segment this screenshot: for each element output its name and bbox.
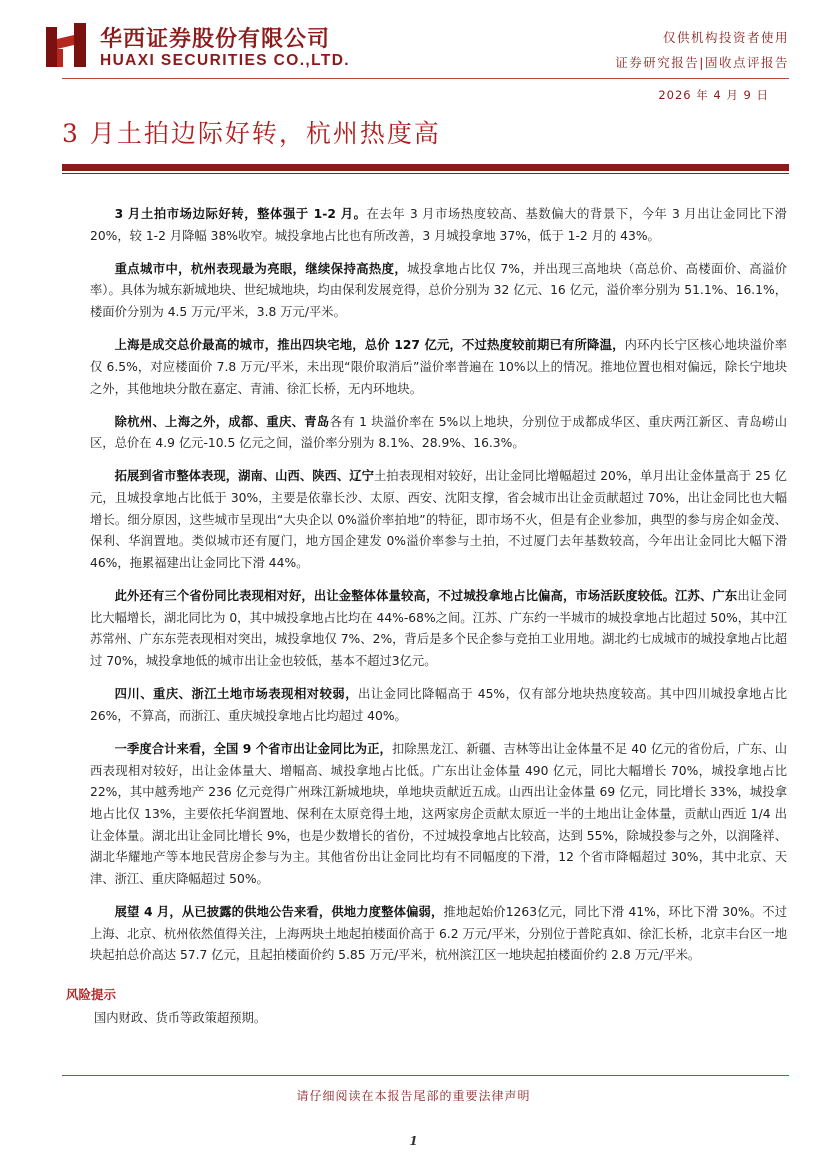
title-underline-bar (62, 164, 789, 171)
paragraph (90, 204, 787, 247)
paragraph-lead: 重点城市中，杭州表现最为亮眼，继续保持高热度， (114, 261, 408, 276)
paragraph-lead: 除杭州、上海之外，成都、重庆、青岛 (114, 414, 330, 429)
report-type-tag: 证券研究报告|固收点评报告 (615, 55, 789, 70)
paragraph-text: 在去年 3 月市场热度较高、基数偏大的背景下，今年 3 月出让金同比下滑 20%，较 1-2 月降幅 38%收窄。城投拿地占比也有所改善，3 月城投拿地 37%，低于 1-2 月的 43%。 (90, 207, 787, 243)
paragraph-text: 城投拿地占比仅 7%，并出现三高地块（高总价、高楼面价、高溢价率）。具体为城东新城地块、世纪城地块，均由保利发展竞得，总价分别为 32 亿元、16 亿元，溢价率分别为 51.1%、16.1%，楼面价分别为 4.5 万元/平米，3.8 万元/平米。 (90, 261, 787, 320)
paragraph (90, 259, 787, 324)
report-date: 2026 年 4 月 9 日 (658, 88, 769, 102)
paragraph-lead: 一季度合计来看，全国 9 个省市出让金同比为正， (114, 741, 392, 756)
title-underline-thin (62, 173, 789, 174)
page-number: 1 (409, 1134, 418, 1148)
paragraph-text: 出让金同比降幅高于 45%，仅有部分地块热度较高。其中四川城投拿地占比 26%，不算高，而浙江、重庆城投拿地占比均超过 40%。 (90, 687, 787, 723)
paragraph-text: 各有 1 块溢价率在 5%以上地块，分别位于成都成华区、重庆两江新区、青岛崂山区，总价在 4.9 亿元-10.5 亿元之间，溢价率分别为 8.1%、28.9%、16.3%。 (90, 414, 787, 451)
footer-divider (62, 1075, 789, 1076)
paragraph-text: 土拍表现相对较好，出让金同比增幅超过 20%，单月出让金体量高于 25 亿元，且城投拿地占比低于 30%，主要是依靠长沙、太原、西安、沈阳支撑，省会城市出让金贡献超过 70%，出让金同比也大幅增长。细分原因，这些城市呈现出“大央企以 0%溢价率拍地”的特征，即市场不火，但是有企业参加，典型的参与房企如金茂、保利、华润置地。类似城市还有厦门，地方国企建发 0%溢价率参与土拍，不过厦门去年基数较高，今年出让金同比大幅下滑 46%，拖累福建出让金同比下滑 44%。 (90, 469, 787, 571)
risk-section-text: 国内财政、货币等政策超预期。 (94, 1011, 267, 1025)
paragraph-lead: 展望 4 月，从已披露的供地公告来看，供地力度整体偏弱， (114, 905, 444, 920)
paragraph (90, 335, 787, 400)
paragraph (90, 412, 787, 455)
paragraph-text: 内环内长宁区核心地块溢价率仅 6.5%，对应楼面价 7.8 万元/平米，未出现“限价取消后”溢价率普遍在 10%以上的情况。推地位置也相对偏远，除长宁地块之外，其他地块分散在嘉定、青浦、徐汇长桥，无内环地块。 (90, 338, 787, 396)
paragraph-text: 推地起始价1263亿元，同比下滑 41%，环比下滑 30%。不过上海、北京、杭州依然值得关注，上海两块土地起拍楼面价高于 6.2 万元/平米，分别位于普陀真如、徐汇长桥，北京丰台区一地块起拍总价高达 57.7 亿元，且起拍楼面价约 5.85 万元/平米，杭州滨江区一地块起拍楼面价约 2.8 万元/平米。 (90, 905, 787, 963)
paragraph (90, 586, 787, 673)
huaxi-h-logo-icon (44, 21, 94, 71)
paragraph (90, 684, 787, 727)
paragraph-lead: 此外还有三个省份同比表现相对好，出让金整体体量较高，不过城投拿地占比偏高，市场活跃度较低。江苏、广东 (114, 589, 738, 604)
paragraph-lead: 四川、重庆、浙江土地市场表现相对较弱， (114, 687, 359, 702)
company-name-cn: 华西证券股份有限公司 (100, 26, 331, 52)
risk-section-title: 风险提示 (66, 987, 117, 1002)
paragraph (90, 902, 787, 967)
report-title: 3 月土拍边际好转，杭州热度高 (62, 119, 441, 148)
report-body (90, 204, 787, 978)
paragraph (90, 739, 787, 891)
paragraph (90, 466, 787, 575)
legal-disclaimer-note: 请仔细阅读在本报告尾部的重要法律声明 (296, 1089, 531, 1103)
paragraph-lead: 3 月土拍市场边际好转，整体强于 1-2 月。 (114, 207, 367, 221)
paragraph-text: 出让金同比大幅增长，湖北同比为 0，其中城投拿地占比均在 44%-68%之间。江苏、广东约一半城市的城投拿地占比超过 50%，其中江苏常州、广东东莞表现相对突出，城投拿地仅 7%、2%，背后是多个民企参与竞拍工业用地。湖北约七成城市的城投拿地占比超过 70%，城投拿地低的城市出让金也较低，基本不超过3亿元。 (90, 589, 787, 669)
paragraph-lead: 上海是成交总价最高的城市，推出四块宅地，总价 127 亿元，不过热度较前期已有所降温， (114, 338, 625, 353)
header-divider (62, 78, 789, 79)
paragraph-text: 扣除黑龙江、新疆、吉林等出让金体量不足 40 亿元的省份后，广东、山西表现相对较好，出让金体量大、增幅高、城投拿地占比低。广东出让金体量 490 亿元，同比大幅增长 70%，城投拿地占比 22%，其中越秀地产 236 亿元竞得广州珠江新城地块，单地块贡献近五成。山西出让金体量 69 亿元，同比增长 33%，城投拿地占比仅 13%，主要依托华润置地、保利在太原竞得土地，这两家房企贡献太原近一半的土地出让金体量，贡献山西近 1/4 出让金体量。湖北出让金同比增长 9%，也是少数增长的省份，不过城投拿地占比较高，达到 55%，除城投参与之外，以润隆祥、湖北华耀地产等本地民营房企参与为主。其他省份出让金同比均有不同幅度的下滑，12 个省市降幅超过 30%，其中北京、天津、浙江、重庆降幅超过 50%。 (90, 741, 787, 887)
audience-tag: 仅供机构投资者使用 (662, 30, 789, 45)
paragraph-lead: 拓展到省市整体表现，湖南、山西、陕西、辽宁 (114, 469, 374, 484)
company-name-en: HUAXI SECURITIES CO.,LTD. (100, 52, 351, 69)
